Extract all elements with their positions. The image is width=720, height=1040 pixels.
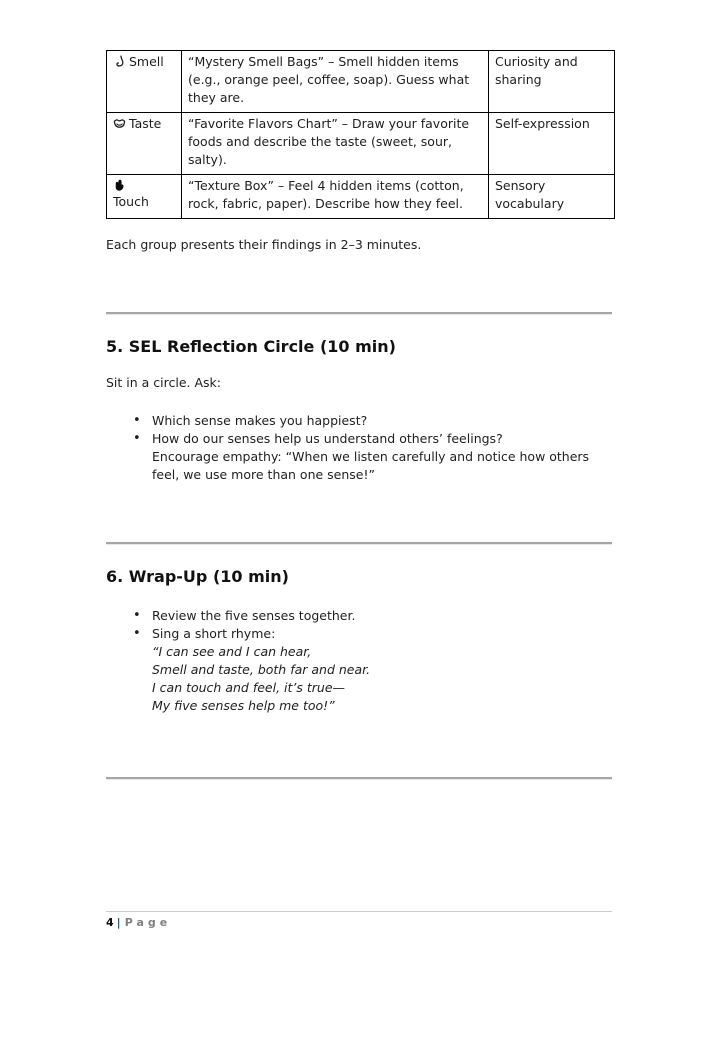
mouth-icon [113,117,126,135]
rhyme-line: My five senses help me too!” [152,698,335,713]
section-5-intro: Sit in a circle. Ask: [106,375,221,390]
activity-cell: “Texture Box” – Feel 4 hidden items (cotton, rock, fabric, paper). Describe how they feel. [182,175,489,219]
section-divider [106,312,612,315]
sel-focus-cell: Curiosity and sharing [489,51,615,113]
activity-cell: “Mystery Smell Bags” – Smell hidden items (e.g., orange peel, coffee, soap). Guess what they are. [182,51,489,113]
sense-cell-smell [107,51,182,113]
sense-name: Smell [129,54,164,69]
bullet-text: • Which sense makes you happiest? [152,413,368,428]
list-item [106,625,612,715]
sense-activities-table [106,50,615,219]
section-6-heading: 6. Wrap-Up (10 min) [106,567,289,586]
sense-name: Taste [129,116,162,131]
page-footer [106,911,612,929]
bullet-text: • How do our senses help us understand others’ feelings? [152,431,503,446]
table-row-touch [107,175,615,219]
bullet-text: • Review the five senses together. [152,608,356,623]
activity-cell: “Favorite Flavors Chart” – Draw your favorite foods and describe the taste (sweet, sour, salty). [182,113,489,175]
list-item [106,412,612,430]
table-row-smell [107,51,615,113]
section-5-heading: 5. SEL Reflection Circle (10 min) [106,337,396,356]
table-row-taste [107,113,615,175]
page-number: 4 [106,916,114,929]
sense-name: Touch [113,194,149,209]
section-divider [106,777,612,780]
rhyme-line: I can touch and feel, it’s true— [152,680,346,695]
sense-cell-taste [107,113,182,175]
nose-icon [113,55,126,73]
list-item [106,607,612,625]
footer-rule [106,911,612,912]
rhyme-line: “I can see and I can hear, [152,644,312,659]
rhyme-line: Smell and taste, both far and near. [152,662,371,677]
document-content [106,50,612,780]
list-item [106,430,612,484]
footer-separator: | [116,916,121,929]
section-6-bullet-list [106,607,612,715]
section-divider [106,542,612,545]
sense-cell-touch [107,175,182,219]
section-5-bullet-list [106,412,612,484]
footer-page-label: Page [124,916,172,929]
sel-focus-cell: Self-expression [489,113,615,175]
bullet-continuation: Encourage empathy: “When we listen carefully and notice how others feel, we use more than one sense!” [152,449,590,482]
group-presentation-note: Each group presents their findings in 2–3 minutes. [106,237,422,252]
bullet-text: • Sing a short rhyme: [152,626,276,641]
sel-focus-cell: Sensory vocabulary [489,175,615,219]
